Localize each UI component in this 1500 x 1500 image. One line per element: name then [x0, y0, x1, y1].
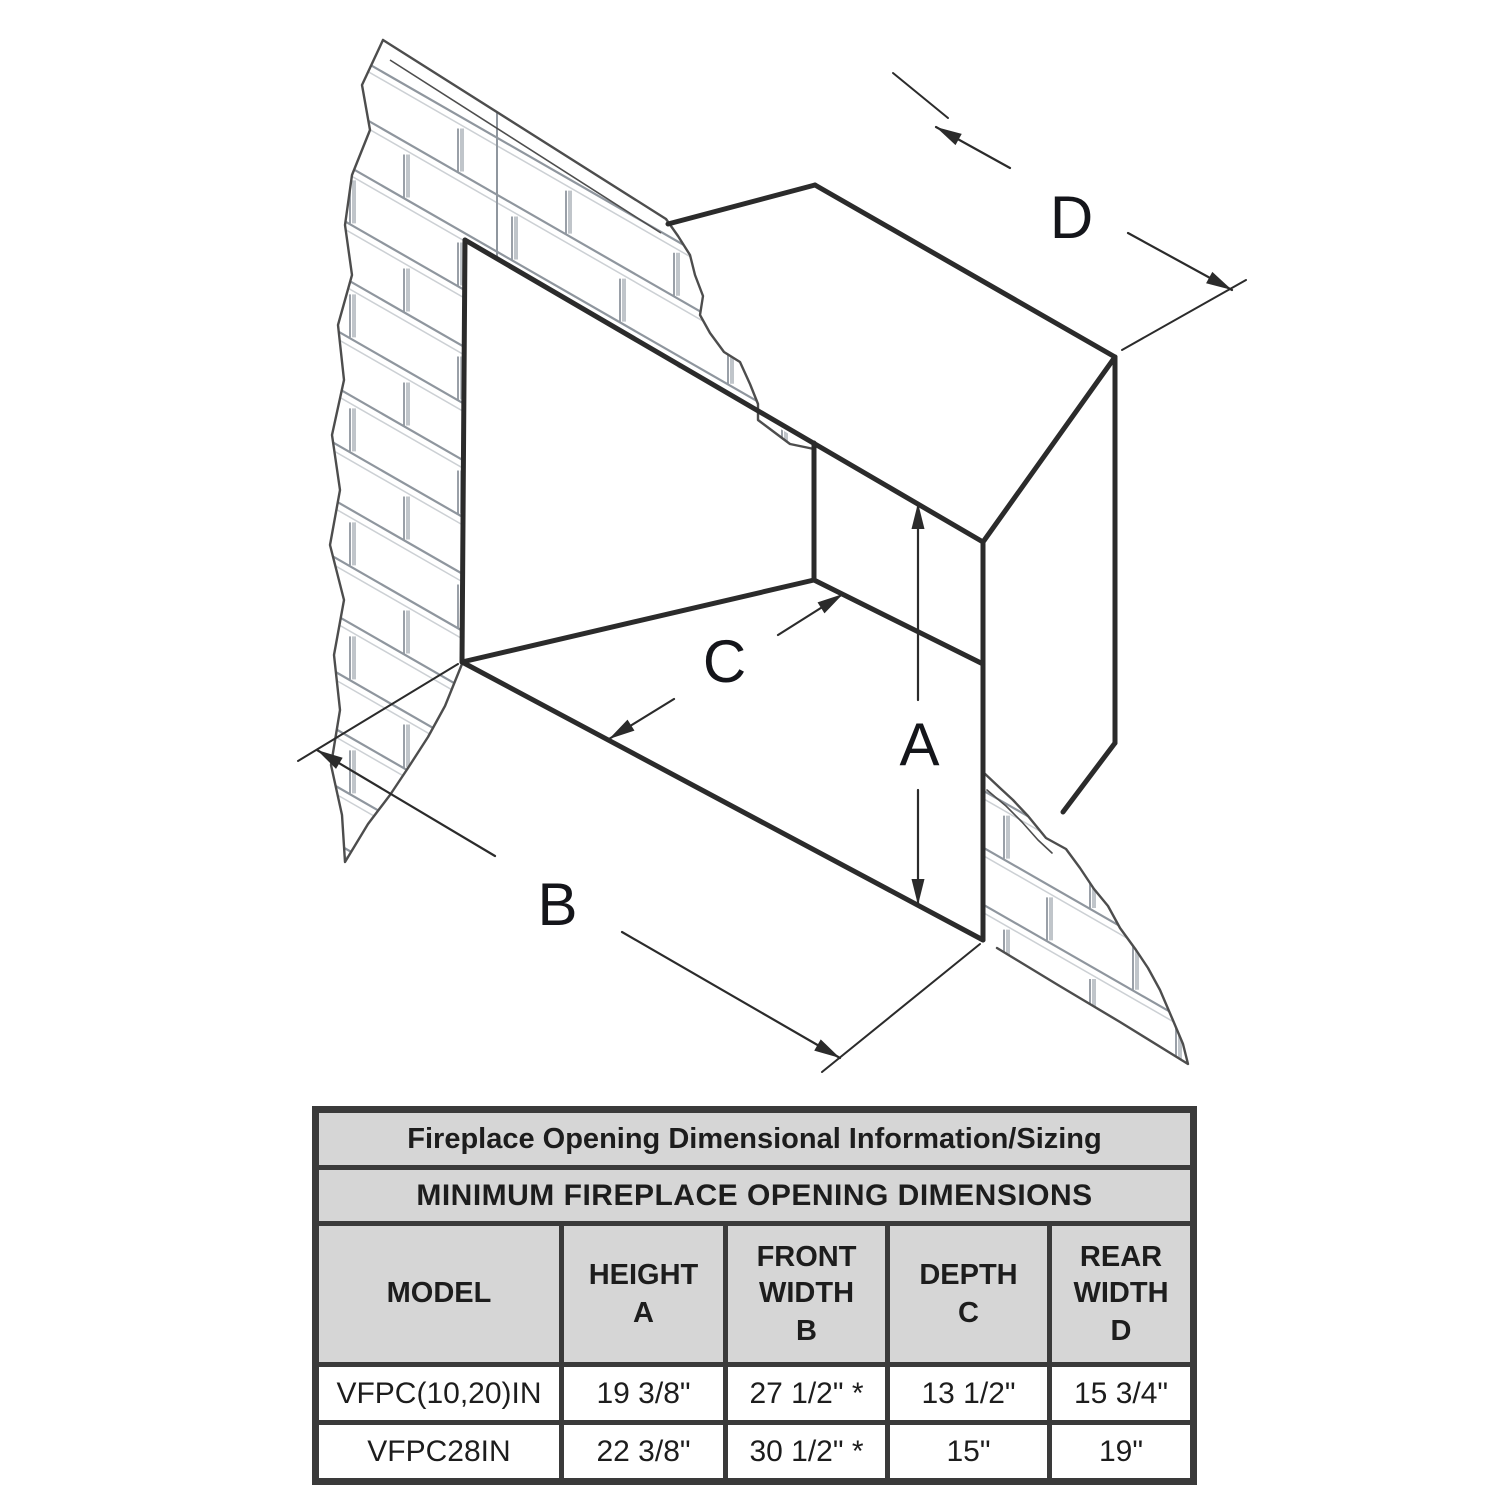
column-header-model: MODEL	[316, 1224, 562, 1365]
dimension-label-height-a: A	[899, 711, 941, 778]
dimension-label-rear-width-d: D	[1049, 184, 1095, 251]
column-header-front-width: FRONT WIDTH B	[726, 1224, 888, 1365]
cell-depth: 15"	[888, 1423, 1050, 1482]
cell-rear-width: 19"	[1050, 1423, 1194, 1482]
dimension-label-depth-c: C	[702, 628, 748, 695]
cell-model: VFPC28IN	[316, 1423, 562, 1482]
cell-front-width: 27 1/2" *	[726, 1365, 888, 1423]
cell-model: VFPC(10,20)IN	[316, 1365, 562, 1423]
cell-rear-width: 15 3/4"	[1050, 1365, 1194, 1423]
column-header-depth: DEPTH C	[888, 1224, 1050, 1365]
cell-depth: 13 1/2"	[888, 1365, 1050, 1423]
cell-height: 22 3/8"	[562, 1423, 726, 1482]
table-subtitle-row	[316, 1168, 1194, 1224]
dimension-label-front-width-b: B	[537, 871, 579, 938]
dimensions-table	[312, 1106, 1197, 1485]
column-header-height: HEIGHT A	[562, 1224, 726, 1365]
cell-front-width: 30 1/2" *	[726, 1423, 888, 1482]
table-title-row	[316, 1110, 1194, 1168]
table-header-row	[316, 1224, 1194, 1365]
cell-height: 19 3/8"	[562, 1365, 726, 1423]
column-header-rear-width: REAR WIDTH D	[1050, 1224, 1194, 1365]
table-row	[316, 1423, 1194, 1482]
table-title: Fireplace Opening Dimensional Information/Sizing	[316, 1110, 1194, 1168]
table-subtitle: MINIMUM FIREPLACE OPENING DIMENSIONS	[316, 1168, 1194, 1224]
table-row	[316, 1365, 1194, 1423]
